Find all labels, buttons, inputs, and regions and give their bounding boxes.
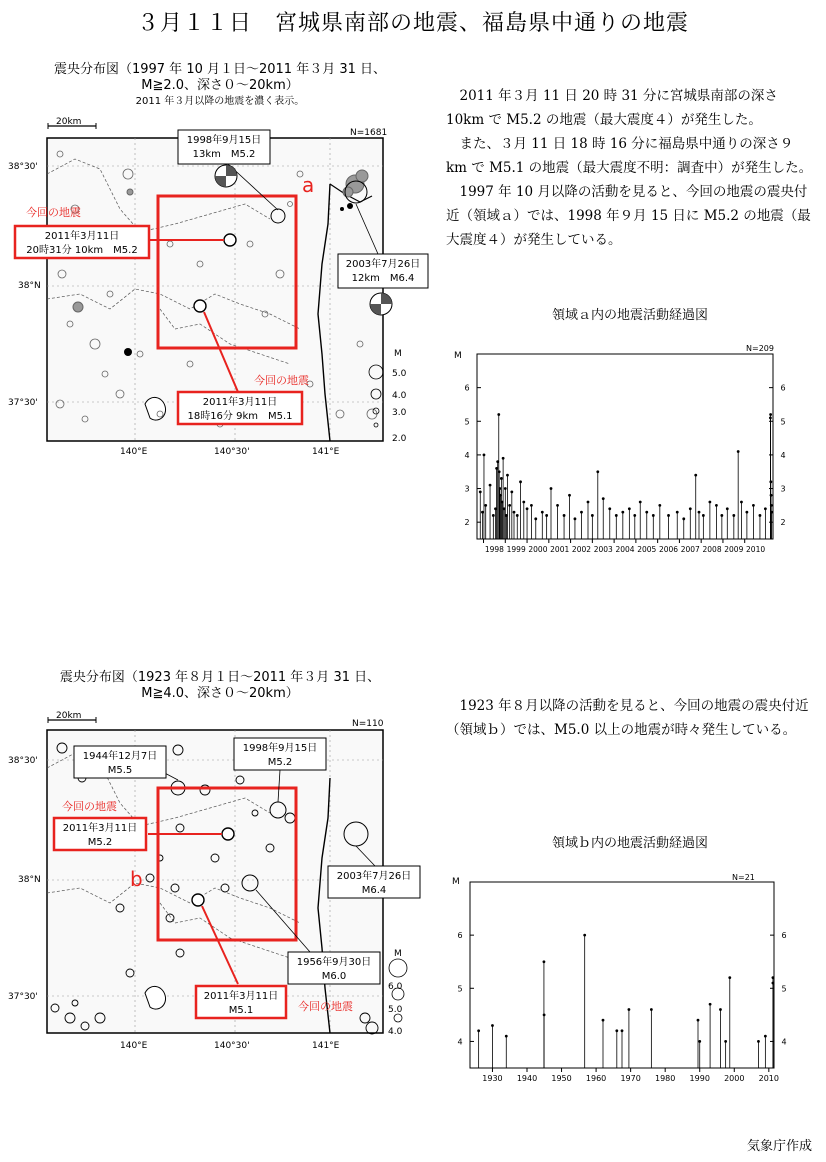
x-tick-label: 2002 bbox=[571, 545, 592, 554]
x-tick-label: 1950 bbox=[551, 1074, 572, 1083]
footer-credit: 気象庁作成 bbox=[746, 1139, 812, 1154]
x-tick-label: 2009 bbox=[724, 545, 744, 554]
top-map-eq-a bbox=[224, 234, 236, 246]
bottom-map-lon-2: 140°30' bbox=[214, 1041, 250, 1051]
event-point bbox=[698, 1040, 701, 1043]
event-point bbox=[508, 504, 511, 507]
event-point bbox=[709, 1003, 712, 1006]
event-point bbox=[708, 501, 711, 504]
top-map-2003-line1: 2003年7月26日 bbox=[345, 259, 421, 270]
event-point bbox=[608, 507, 611, 510]
top-map-current-label-b: 今回の地震 bbox=[254, 374, 309, 387]
top-map-legend-mag-4: 4.0 bbox=[392, 391, 407, 401]
event-point bbox=[526, 507, 529, 510]
event-point bbox=[587, 501, 590, 504]
bottom-map-1956-line1: 1956年9月30日 bbox=[296, 957, 372, 968]
top-description bbox=[446, 84, 814, 252]
y-tick-label: 3 bbox=[464, 484, 470, 494]
event-point bbox=[726, 507, 729, 510]
event-point bbox=[759, 514, 762, 517]
bottom-map-b-line2: M5.1 bbox=[228, 1005, 254, 1016]
top-description-p3: 1997 年 10 月以降の活動を見ると、今回の地震の震央付近（領域ａ）では、1998 年９月 15 日に M5.2 の地震（最大震度４）が発生している。 bbox=[446, 184, 811, 248]
event-point bbox=[694, 474, 697, 477]
x-tick-label: 2007 bbox=[680, 545, 700, 554]
event-point bbox=[621, 511, 624, 514]
bottom-map-lat-3: 37°30' bbox=[8, 992, 38, 1002]
top-map-lat-3: 37°30' bbox=[8, 398, 38, 408]
event-point bbox=[534, 517, 537, 520]
event-point bbox=[720, 514, 723, 517]
x-tick-label: 1960 bbox=[585, 1074, 607, 1083]
bottom-map-title bbox=[10, 670, 430, 702]
x-tick-label: 2001 bbox=[550, 545, 570, 554]
event-point bbox=[676, 511, 679, 514]
y-tick-label: 3 bbox=[780, 484, 786, 494]
top-map-title bbox=[10, 62, 430, 110]
x-tick-label: 2010 bbox=[758, 1074, 779, 1083]
bottom-map-current-label-b: 今回の地震 bbox=[298, 1000, 353, 1013]
top-map-lon-1: 140°E bbox=[120, 447, 148, 457]
y-tick-label: 5 bbox=[464, 417, 470, 427]
event-point bbox=[519, 480, 522, 483]
event-point bbox=[715, 504, 718, 507]
bottom-map-legend-mag-5: 5.0 bbox=[388, 1005, 403, 1015]
event-point bbox=[550, 487, 553, 490]
event-point bbox=[497, 413, 500, 416]
top-map-lon-2: 140°30' bbox=[214, 447, 250, 457]
bottom-map-legend-title: M bbox=[394, 949, 402, 959]
event-point bbox=[522, 501, 525, 504]
event-point bbox=[682, 517, 685, 520]
bottom-map-title-line1: 震央分布図（1923 年８月１日～2011 年３月 31 日、 bbox=[59, 670, 381, 685]
top-map-legend-mag-2: 2.0 bbox=[392, 434, 407, 444]
event-point bbox=[596, 470, 599, 473]
x-tick-label: 1970 bbox=[620, 1074, 641, 1083]
y-tick-label: 4 bbox=[464, 450, 470, 460]
y-tick-label: 5 bbox=[780, 417, 786, 427]
top-map-lat-2: 38°N bbox=[18, 281, 41, 291]
top-map-legend-title: M bbox=[394, 349, 402, 359]
top-map-legend-mag-3: 3.0 bbox=[392, 408, 407, 418]
x-tick-label: 1940 bbox=[516, 1074, 538, 1083]
event-point bbox=[621, 1029, 624, 1032]
event-point bbox=[764, 507, 767, 510]
event-point bbox=[568, 494, 571, 497]
bottom-map-1998-line2: M5.2 bbox=[267, 757, 293, 768]
event-point bbox=[556, 504, 559, 507]
event-point bbox=[628, 507, 631, 510]
event-point bbox=[769, 413, 772, 416]
chart-b-title: 領域ｂ内の地震活動経過図 bbox=[551, 836, 708, 851]
bottom-description-p1: 1923 年８月以降の活動を見ると、今回の地震の震央付近（領域ｂ）では、M5.0 以上の地震が時々発生している。 bbox=[446, 698, 809, 738]
top-description-p2: また、３月 11 日 18 時 16 分に福島県中通りの深さ９km で M5.1 の地震（最大震度不明：調査中）が発生した。 bbox=[446, 136, 813, 176]
event-point bbox=[650, 1008, 653, 1011]
top-map-title-line1: 震央分布図（1997 年 10 月１日～2011 年３月 31 日、 bbox=[53, 62, 387, 77]
event-point bbox=[652, 514, 655, 517]
top-map-scale-label: 20km bbox=[56, 117, 82, 127]
top-map-eq-b bbox=[194, 300, 206, 312]
bottom-description bbox=[446, 694, 814, 742]
bottom-map-count: N=110 bbox=[352, 719, 384, 729]
event-point bbox=[541, 511, 544, 514]
x-tick-label: 2006 bbox=[658, 545, 679, 554]
event-point bbox=[719, 1008, 722, 1011]
event-point bbox=[543, 1013, 546, 1016]
event-point bbox=[489, 484, 492, 487]
top-map-legend-mag-5: 5.0 bbox=[392, 369, 407, 379]
bottom-map-region-label: b bbox=[130, 867, 143, 891]
event-point bbox=[645, 511, 648, 514]
event-point bbox=[689, 507, 692, 510]
bottom-map-eq-a bbox=[222, 828, 234, 840]
bottom-map-2003-line1: 2003年7月26日 bbox=[336, 871, 412, 882]
event-point bbox=[498, 470, 501, 473]
event-point bbox=[591, 514, 594, 517]
event-point bbox=[728, 976, 731, 979]
y-tick-label: 6 bbox=[464, 383, 470, 393]
event-point bbox=[752, 504, 755, 507]
y-tick-label: 6 bbox=[780, 383, 786, 393]
event-point bbox=[510, 491, 513, 494]
chart-a-title: 領域ａ内の地震活動経過図 bbox=[551, 308, 708, 323]
event-point bbox=[757, 1040, 760, 1043]
y-tick-label: 4 bbox=[780, 450, 786, 460]
top-epicenter-map bbox=[0, 114, 440, 460]
event-point bbox=[745, 511, 748, 514]
event-point bbox=[602, 497, 605, 500]
chart-b-count: N=21 bbox=[732, 873, 755, 882]
bottom-map-scale-label: 20km bbox=[56, 711, 82, 721]
event-point bbox=[481, 511, 484, 514]
event-point bbox=[477, 1029, 480, 1032]
event-point bbox=[602, 1019, 605, 1022]
top-map-1998-line2: 13km M5.2 bbox=[192, 149, 256, 160]
top-map-b-line1: 2011年3月11日 bbox=[202, 397, 278, 408]
x-tick-label: 2004 bbox=[615, 545, 635, 554]
bottom-map-legend-mag-4: 4.0 bbox=[388, 1027, 403, 1037]
bottom-map-lat-2: 38°N bbox=[18, 875, 41, 885]
event-point bbox=[530, 504, 533, 507]
top-map-b-line2: 18時16分 9km M5.1 bbox=[187, 411, 293, 422]
event-point bbox=[504, 487, 507, 490]
x-tick-label: 2003 bbox=[593, 545, 613, 554]
y-tick-label: 5 bbox=[457, 984, 463, 994]
top-map-note: 2011 年３月以降の地震を濃く表示。 bbox=[135, 96, 305, 107]
chart-a-count: N=209 bbox=[746, 344, 774, 353]
event-point bbox=[737, 450, 740, 453]
bottom-map-lat-1: 38°30' bbox=[8, 756, 38, 766]
x-tick-label: 2000 bbox=[724, 1074, 745, 1083]
event-point bbox=[516, 514, 519, 517]
x-tick-label: 1990 bbox=[689, 1074, 710, 1083]
event-point bbox=[667, 514, 670, 517]
event-point bbox=[574, 517, 577, 520]
x-tick-label: 1998 bbox=[484, 545, 504, 554]
event-point bbox=[697, 1019, 700, 1022]
bottom-map-lon-1: 140°E bbox=[120, 1041, 148, 1051]
event-point bbox=[628, 1008, 631, 1011]
event-point bbox=[483, 454, 486, 457]
x-tick-label: 2008 bbox=[702, 545, 722, 554]
event-point bbox=[615, 514, 618, 517]
bottom-map-1944-line2: M5.5 bbox=[107, 765, 133, 776]
chart-a-frame bbox=[477, 354, 773, 539]
x-tick-label: 1980 bbox=[655, 1074, 676, 1083]
x-tick-label: 2005 bbox=[637, 545, 657, 554]
event-point bbox=[502, 457, 505, 460]
bottom-map-legend-mag-6: 6.0 bbox=[388, 982, 403, 992]
event-point bbox=[506, 474, 509, 477]
y-tick-label: 5 bbox=[781, 984, 787, 994]
top-description-p1: 2011 年３月 11 日 20 時 31 分に宮城県南部の深さ 10km で M5.2 の地震（最大震度４）が発生した。 bbox=[446, 88, 778, 128]
y-tick-label: 6 bbox=[781, 931, 787, 941]
chart-b bbox=[440, 870, 810, 1092]
event-point bbox=[543, 960, 546, 963]
event-point bbox=[770, 494, 773, 497]
event-point bbox=[698, 511, 701, 514]
top-map-lon-3: 141°E bbox=[312, 447, 340, 457]
y-tick-label: 2 bbox=[464, 518, 470, 528]
top-map-lat-1: 38°30' bbox=[8, 162, 38, 172]
top-map-count: N=1681 bbox=[350, 128, 388, 138]
top-map-1998-line1: 1998年9月15日 bbox=[186, 135, 262, 146]
bottom-map-a-line2: M5.2 bbox=[87, 837, 113, 848]
y-tick-label: 2 bbox=[780, 518, 786, 528]
x-tick-label: 2000 bbox=[528, 545, 548, 554]
event-point bbox=[702, 514, 705, 517]
event-point bbox=[498, 487, 501, 490]
bottom-map-1944-line1: 1944年12月7日 bbox=[82, 751, 158, 762]
x-tick-label: 1930 bbox=[482, 1074, 503, 1083]
event-point bbox=[563, 514, 566, 517]
event-point bbox=[580, 511, 583, 514]
top-map-title-line2: M≧2.0、深さ０～20km） bbox=[141, 78, 299, 93]
event-point bbox=[769, 480, 772, 483]
x-tick-label: 2010 bbox=[746, 545, 766, 554]
event-point bbox=[513, 511, 516, 514]
event-point bbox=[479, 491, 482, 494]
bottom-map-b-line1: 2011年3月11日 bbox=[203, 991, 279, 1002]
event-point bbox=[545, 514, 548, 517]
bottom-epicenter-map bbox=[0, 708, 440, 1054]
event-point bbox=[492, 514, 495, 517]
bottom-map-eq-b bbox=[192, 894, 204, 906]
event-point bbox=[740, 501, 743, 504]
y-tick-label: 6 bbox=[457, 931, 463, 941]
top-map-2003-line2: 12km M6.4 bbox=[351, 273, 415, 284]
bottom-map-current-label-a: 今回の地震 bbox=[62, 800, 117, 813]
bottom-map-lon-3: 141°E bbox=[312, 1041, 340, 1051]
event-point bbox=[770, 511, 773, 514]
event-point bbox=[633, 514, 636, 517]
bottom-map-title-line2: M≧4.0、深さ０～20km） bbox=[141, 686, 299, 701]
event-point bbox=[505, 1035, 508, 1038]
y-tick-label: 4 bbox=[781, 1037, 787, 1047]
bottom-map-1956-line2: M6.0 bbox=[321, 971, 347, 982]
x-tick-label: 1999 bbox=[506, 545, 526, 554]
event-point bbox=[500, 477, 503, 480]
event-point bbox=[724, 1040, 727, 1043]
top-map-a-line2: 20時31分 10km M5.2 bbox=[26, 245, 138, 256]
bottom-map-a-line1: 2011年3月11日 bbox=[62, 823, 138, 834]
event-point bbox=[772, 976, 775, 979]
event-point bbox=[732, 514, 735, 517]
top-map-region-label: a bbox=[302, 173, 315, 197]
chart-b-ylabel: M bbox=[452, 877, 460, 887]
event-point bbox=[491, 1024, 494, 1027]
event-point bbox=[484, 504, 487, 507]
top-map-a-line1: 2011年3月11日 bbox=[44, 231, 120, 242]
chart-a-ylabel: M bbox=[454, 351, 462, 361]
event-point bbox=[764, 1035, 767, 1038]
page-title: ３月１１日 宮城県南部の地震、福島県中通りの地震 bbox=[136, 11, 689, 36]
bottom-map-1998-line1: 1998年9月15日 bbox=[242, 743, 318, 754]
event-point bbox=[583, 934, 586, 937]
event-point bbox=[658, 504, 661, 507]
y-tick-label: 4 bbox=[457, 1037, 463, 1047]
event-point bbox=[615, 1029, 618, 1032]
bottom-map-2003-line2: M6.4 bbox=[361, 885, 387, 896]
chart-a bbox=[440, 336, 810, 562]
event-point bbox=[639, 501, 642, 504]
top-map-current-label-a: 今回の地震 bbox=[26, 206, 81, 219]
event-point bbox=[770, 504, 773, 507]
